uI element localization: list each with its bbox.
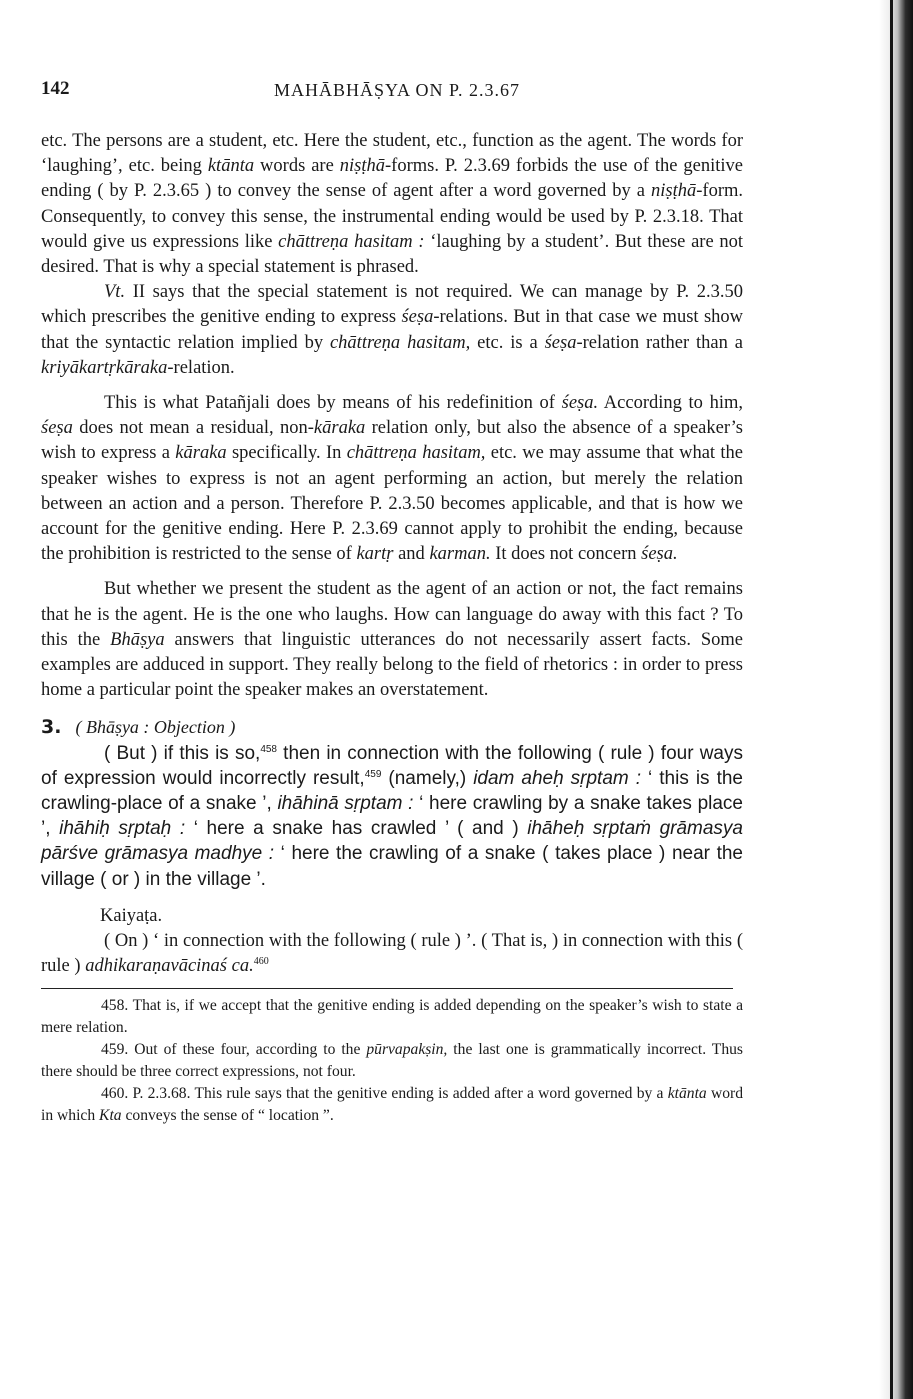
italic-term: śeṣa. (641, 544, 678, 565)
bhasya-translation (41, 741, 743, 892)
text-run: (namely,) (381, 767, 474, 789)
text-run: ‘laughing by a student’. But these are not desired. That is why a special statement is phrased. (41, 231, 743, 278)
text-run: 460. P. 2.3.68. This rule says that the genitive ending is added after a word governed by a (101, 1084, 668, 1102)
text-run: words are (254, 156, 340, 177)
italic-term: Kta (99, 1106, 122, 1124)
footnote-divider (41, 988, 733, 989)
text-run: ( On ) ‘ in connection with the following ( rule ) ’. ( That is, ) in connection with this ( rule ) (41, 931, 743, 977)
page-header (41, 78, 741, 108)
italic-term: chāttreṇa hasitam : (278, 231, 425, 252)
section-title: ( Bhāṣya : Objection ) (75, 717, 236, 738)
book-spine-shadow (879, 0, 913, 1399)
text-run: -relation. (167, 357, 235, 378)
italic-term: karman. (429, 544, 491, 565)
book-spine-edge (890, 0, 893, 1399)
footnote-459 (41, 1039, 743, 1083)
text-run: II says that the special statement is not required. We can manage by P. 2.3.50 which prescribes the genitive ending to express (41, 282, 743, 328)
italic-term: śeṣa (544, 332, 577, 353)
page-number: 142 (41, 78, 70, 99)
text-run: ‘ here crawling by a snake takes place ’, (41, 793, 743, 840)
text-run: ‘ here the crawling of a snake ( takes place ) near the village ( or ) in the village ’. (41, 843, 743, 890)
section-number: 3. (41, 716, 62, 739)
italic-term: niṣṭhā (651, 181, 697, 202)
italic-term: śeṣa (401, 307, 434, 328)
italic-term: chāttreṇa hasitam, (346, 443, 486, 464)
text-run: But whether we present the student as the agent of an action or not, the fact remains that he is the agent. He is the one who laughs. How can language do away with this fact ? To this the (41, 579, 743, 650)
paragraph (41, 391, 743, 567)
italic-term: śeṣa (41, 418, 73, 439)
text-run: -forms. P. 2.3.69 forbids the use of the genitive ending ( by P. 2.3.65 ) to convey the sense of agent after a word governed by a (41, 156, 743, 202)
footnote-460 (41, 1083, 743, 1127)
italic-term: kartṛ (356, 544, 394, 565)
text-run: specifically. In (226, 443, 347, 464)
footnote-ref: 458 (260, 743, 277, 755)
italic-term: pūrvapakṣin, (366, 1040, 448, 1058)
text-run: ( But ) if this is so, (104, 742, 261, 764)
text-run: -relations. But in that case we must show that the syntactic relation implied by (41, 307, 744, 353)
italic-term: śeṣa. (561, 393, 599, 414)
text-run: This is what Patañjali does by means of his redefinition of (104, 393, 562, 414)
text-run: etc. The persons are a student, etc. Here the student, etc., function as the agent. The words for ‘laughing’, etc. being (41, 131, 743, 177)
italic-term: kāraka (313, 418, 366, 439)
italic-term: kriyākartṛkāraka (41, 357, 168, 378)
text-run: 459. Out of these four, according to the (101, 1040, 367, 1058)
footnote-ref: 460 (253, 956, 269, 968)
commentary-text (41, 929, 743, 979)
text-run: conveys the sense of “ location ”. (121, 1106, 334, 1124)
footnote-ref: 459 (364, 768, 382, 780)
section-heading (41, 715, 743, 740)
page-body (41, 129, 743, 1127)
paragraph (41, 129, 743, 280)
italic-term: ihāhiḥ sṛptaḥ : (59, 818, 186, 840)
text-run: and (393, 544, 430, 565)
italic-term: idam aheḥ sṛptam : (473, 767, 642, 789)
text-run: 458. That is, if we accept that the genitive ending is added depending on the speaker’s wish to state a mere relation. (41, 996, 743, 1036)
text-run: According to him, (598, 393, 743, 414)
italic-term: ktānta (667, 1084, 707, 1102)
text-run: -relation rather than a (576, 332, 743, 353)
italic-term: ihāheḥ sṛptaṁ grāmasya pārśve grāmasya madhye : (41, 818, 744, 865)
text-run: relation only, but also the absence of a speaker’s wish to express a (41, 418, 744, 464)
text-run: ‘ here a snake has crawled ’ ( and ) (185, 818, 528, 840)
text-run: answers that linguistic utterances do not necessarily assert facts. Some examples are adduced in support. They really belong to the field of rhetorics : in order to press home a particular point the speaker makes an overstatement. (41, 629, 743, 701)
text-run: etc. is a (470, 332, 545, 353)
italic-term: Bhāṣya (110, 629, 165, 650)
commentary-label: Kaiyaṭa. (100, 905, 163, 926)
italic-term: niṣṭhā (339, 156, 385, 177)
paragraph (41, 577, 743, 703)
italic-term: Vt. (104, 282, 126, 303)
italic-term: adhikaraṇavācinaś ca. (85, 956, 254, 977)
italic-term: kāraka (175, 443, 227, 464)
text-run: It does not concern (490, 544, 642, 565)
text-run: does not mean a residual, non- (72, 418, 314, 439)
footnote-458 (41, 995, 743, 1039)
paragraph (41, 280, 743, 381)
text-run: etc. we may assume that what the speaker wishes to express is not an agent performing an action, but merely the relation between an action and a person. Therefore P. 2.3.50 becomes applicable, and that is how we account for the genitive ending. Here P. 2.3.69 cannot apply to prohibit the ending, because the prohibition is restricted to the sense of (41, 443, 743, 565)
text-run: word in which (41, 1084, 743, 1124)
text-run: ‘ this is the crawling-place of a snake ’, (41, 767, 743, 815)
running-title: MAHĀBHĀṢYA ON P. 2.3.67 (274, 80, 521, 100)
text-run: the last one is grammatically incorrect. Thus there should be three correct expressions, not four. (41, 1040, 743, 1080)
italic-term: ihāhinā sṛptam : (277, 793, 414, 815)
text-run: then in connection with the following ( rule ) four ways of expression would incorrectly result, (41, 742, 743, 789)
text-run: -form. Consequently, to convey this sense, the instrumental ending would be used by P. 2.3.18. That would give us expressions like (41, 181, 743, 252)
italic-term: chāttreṇa hasitam, (329, 332, 471, 353)
italic-term: ktānta (207, 156, 255, 177)
